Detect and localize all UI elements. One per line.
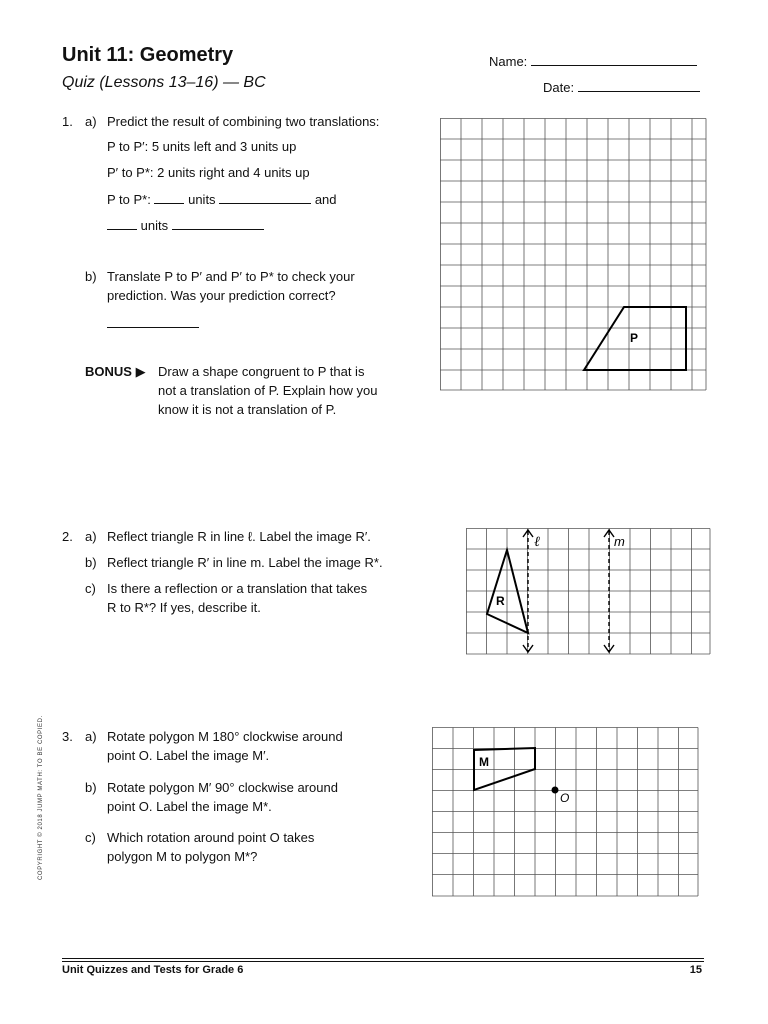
triangle-r [487, 550, 528, 633]
page-title: Unit 11: Geometry [62, 44, 234, 66]
q1-line2: P′ to P*: 2 units right and 4 units up [107, 165, 310, 180]
point-o-label: O [560, 791, 570, 805]
point-o [552, 787, 559, 794]
q1-line3-prefix: P to P*: [107, 192, 151, 207]
polygon-m-label: M [479, 755, 489, 769]
q3c-text2: polygon M to polygon M*? [107, 849, 258, 864]
footer-rule-top [62, 958, 704, 959]
q1b-answer-line[interactable] [107, 314, 199, 333]
q1-grid-lines [440, 119, 706, 391]
q3b-text1: Rotate polygon M′ 90° clockwise around [107, 780, 338, 795]
q1-line1: P to P′: 5 units left and 3 units up [107, 139, 297, 154]
q1-blank-units2[interactable] [107, 216, 137, 230]
line-l-label: ℓ [534, 535, 540, 550]
q1-and-word: and [314, 192, 337, 207]
date-label: Date: [543, 80, 575, 95]
q1-blank-direction2[interactable] [172, 216, 264, 230]
q3-grid[interactable] [432, 727, 702, 899]
q2b-text: Reflect triangle R′ in line m. Label the image R*. [107, 555, 383, 570]
date-blank[interactable] [578, 78, 700, 92]
q1-line3 [107, 190, 337, 209]
q1a-label: a) [85, 114, 97, 129]
q3-grid-lines [432, 728, 698, 897]
q1-blank-units1[interactable] [154, 190, 184, 204]
bonus-arrow-icon: ▶ [135, 364, 146, 379]
q1-number: 1. [62, 114, 73, 129]
q3b-text2: point O. Label the image M*. [107, 799, 272, 814]
q3a-text1: Rotate polygon M 180° clockwise around [107, 729, 343, 744]
q2a-text: Reflect triangle R in line ℓ. Label the image R′. [107, 529, 371, 544]
shape-p-label: P [630, 331, 639, 345]
footer-rule-bottom [62, 961, 704, 962]
q2c-label: c) [85, 581, 96, 596]
triangle-r-label: R [496, 594, 505, 608]
copyright-notice: COPYRIGHT © 2018 JUMP MATH: TO BE COPIED. [38, 715, 44, 880]
q2c-text1: Is there a reflection or a translation that takes [107, 581, 368, 596]
bonus-label: BONUS [85, 364, 132, 379]
q1-blank-direction1[interactable] [219, 190, 311, 204]
footer-title: Unit Quizzes and Tests for Grade 6 [62, 964, 244, 976]
q1-line4 [107, 216, 264, 235]
q2-number: 2. [62, 529, 73, 544]
q3a-text2: point O. Label the image M′. [107, 748, 270, 763]
date-field [543, 78, 700, 95]
q1-units-word-1: units [188, 192, 216, 207]
q3-number: 3. [62, 729, 73, 744]
q1-grid[interactable] [440, 118, 708, 392]
name-field [489, 52, 697, 69]
q3c-text1: Which rotation around point O takes [107, 830, 315, 845]
q2-grid-lines [466, 529, 710, 655]
line-m-label: m [614, 534, 625, 549]
name-blank[interactable] [531, 52, 697, 66]
page-number: 15 [689, 964, 702, 976]
q1a-text: Predict the result of combining two translations: [107, 114, 380, 129]
bonus-heading [85, 363, 146, 381]
name-label: Name: [489, 54, 528, 69]
q1b-text2: prediction. Was your prediction correct? [107, 288, 336, 303]
q2a-label: a) [85, 529, 97, 544]
q1b-label: b) [85, 269, 97, 284]
q3a-label: a) [85, 729, 97, 744]
q2b-label: b) [85, 555, 97, 570]
q1-units-word-2: units [140, 218, 169, 233]
q2-grid[interactable] [466, 528, 712, 656]
bonus-text1: Draw a shape congruent to P that is [158, 364, 365, 379]
bonus-text2: not a translation of P. Explain how you [158, 383, 378, 398]
q3b-label: b) [85, 780, 97, 795]
bonus-text3: know it is not a translation of P. [158, 402, 337, 417]
q1b-text1: Translate P to P′ and P′ to P* to check your [107, 269, 355, 284]
page-subtitle: Quiz (Lessons 13–16) — BC [62, 74, 266, 91]
q2c-text2: R to R*? If yes, describe it. [107, 600, 261, 615]
q3c-label: c) [85, 830, 96, 845]
